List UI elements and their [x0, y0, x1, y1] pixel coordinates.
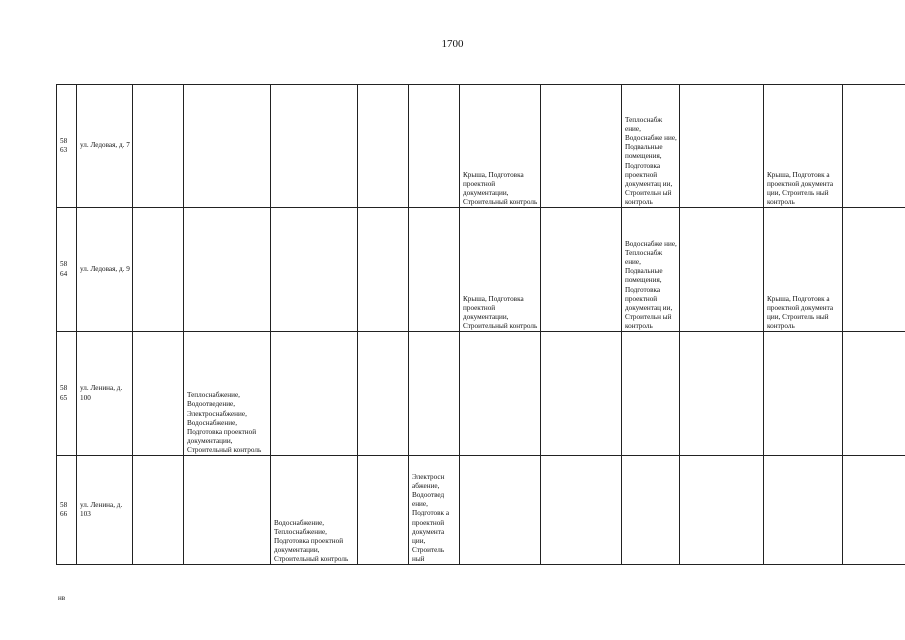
row-number: 58 64	[57, 208, 77, 332]
table-row	[57, 208, 905, 332]
table-row	[57, 456, 905, 565]
empty-cell	[409, 85, 460, 208]
empty-cell	[133, 208, 184, 332]
address-cell: ул. Ленина, д. 103	[77, 456, 133, 565]
empty-cell	[764, 456, 843, 565]
empty-cell	[622, 456, 680, 565]
empty-cell	[460, 456, 541, 565]
empty-cell	[843, 456, 905, 565]
work-types-cell: Теплоснабжение, Водоотведение, Электроснабжение, Водоснабжение, Подготовка проектной документации, Строительный контроль	[184, 332, 271, 456]
empty-cell	[271, 208, 358, 332]
empty-cell	[622, 332, 680, 456]
empty-cell	[680, 85, 764, 208]
table-row	[57, 332, 905, 456]
empty-cell	[358, 456, 409, 565]
empty-cell	[680, 332, 764, 456]
empty-cell	[358, 208, 409, 332]
empty-cell	[271, 85, 358, 208]
work-types-cell: Водоснабжение, Теплоснабжение, Подготовка проектной документации, Строительный контроль	[271, 456, 358, 565]
empty-cell	[271, 332, 358, 456]
empty-cell	[358, 85, 409, 208]
empty-cell	[541, 208, 622, 332]
empty-cell	[843, 85, 905, 208]
empty-cell	[184, 456, 271, 565]
row-number: 58 63	[57, 85, 77, 208]
footer-mark: нв	[58, 594, 66, 602]
work-types-cell: Водоснабже ние, Теплоснабж ение, Подвальные помещения, Подготовка проектной документац ии, Строительн ый контроль	[622, 208, 680, 332]
address-cell: ул. Ледовая, д. 9	[77, 208, 133, 332]
row-number: 58 65	[57, 332, 77, 456]
work-types-cell: Теплоснабж ение, Водоснабже ние, Подвальные помещения, Подготовка проектной документац ии, Строительн ый контроль	[622, 85, 680, 208]
empty-cell	[460, 332, 541, 456]
empty-cell	[680, 208, 764, 332]
work-types-cell: Крыша, Подготовк а проектной документа ции, Строитель ный контроль	[764, 208, 843, 332]
row-number: 58 66	[57, 456, 77, 565]
address-cell: ул. Ледовая, д. 7	[77, 85, 133, 208]
work-register-table	[56, 84, 905, 565]
work-types-cell: Электросн абжение, Водоотвед ение, Подготовк а проектной документа ции, Строитель ный	[409, 456, 460, 565]
empty-cell	[184, 208, 271, 332]
empty-cell	[541, 85, 622, 208]
work-types-cell: Крыша, Подготовк а проектной документа ции, Строитель ный контроль	[764, 85, 843, 208]
empty-cell	[843, 208, 905, 332]
empty-cell	[409, 208, 460, 332]
empty-cell	[843, 332, 905, 456]
empty-cell	[184, 85, 271, 208]
empty-cell	[680, 456, 764, 565]
work-types-cell: Крыша, Подготовка проектной документации, Строительный контроль	[460, 208, 541, 332]
address-cell: ул. Ленина, д. 100	[77, 332, 133, 456]
empty-cell	[133, 456, 184, 565]
table-row	[57, 85, 905, 208]
empty-cell	[133, 85, 184, 208]
empty-cell	[541, 456, 622, 565]
page-number: 1700	[441, 38, 464, 50]
empty-cell	[764, 332, 843, 456]
empty-cell	[409, 332, 460, 456]
empty-cell	[358, 332, 409, 456]
empty-cell	[133, 332, 184, 456]
work-types-cell: Крыша, Подготовка проектной документации, Строительный контроль	[460, 85, 541, 208]
empty-cell	[541, 332, 622, 456]
